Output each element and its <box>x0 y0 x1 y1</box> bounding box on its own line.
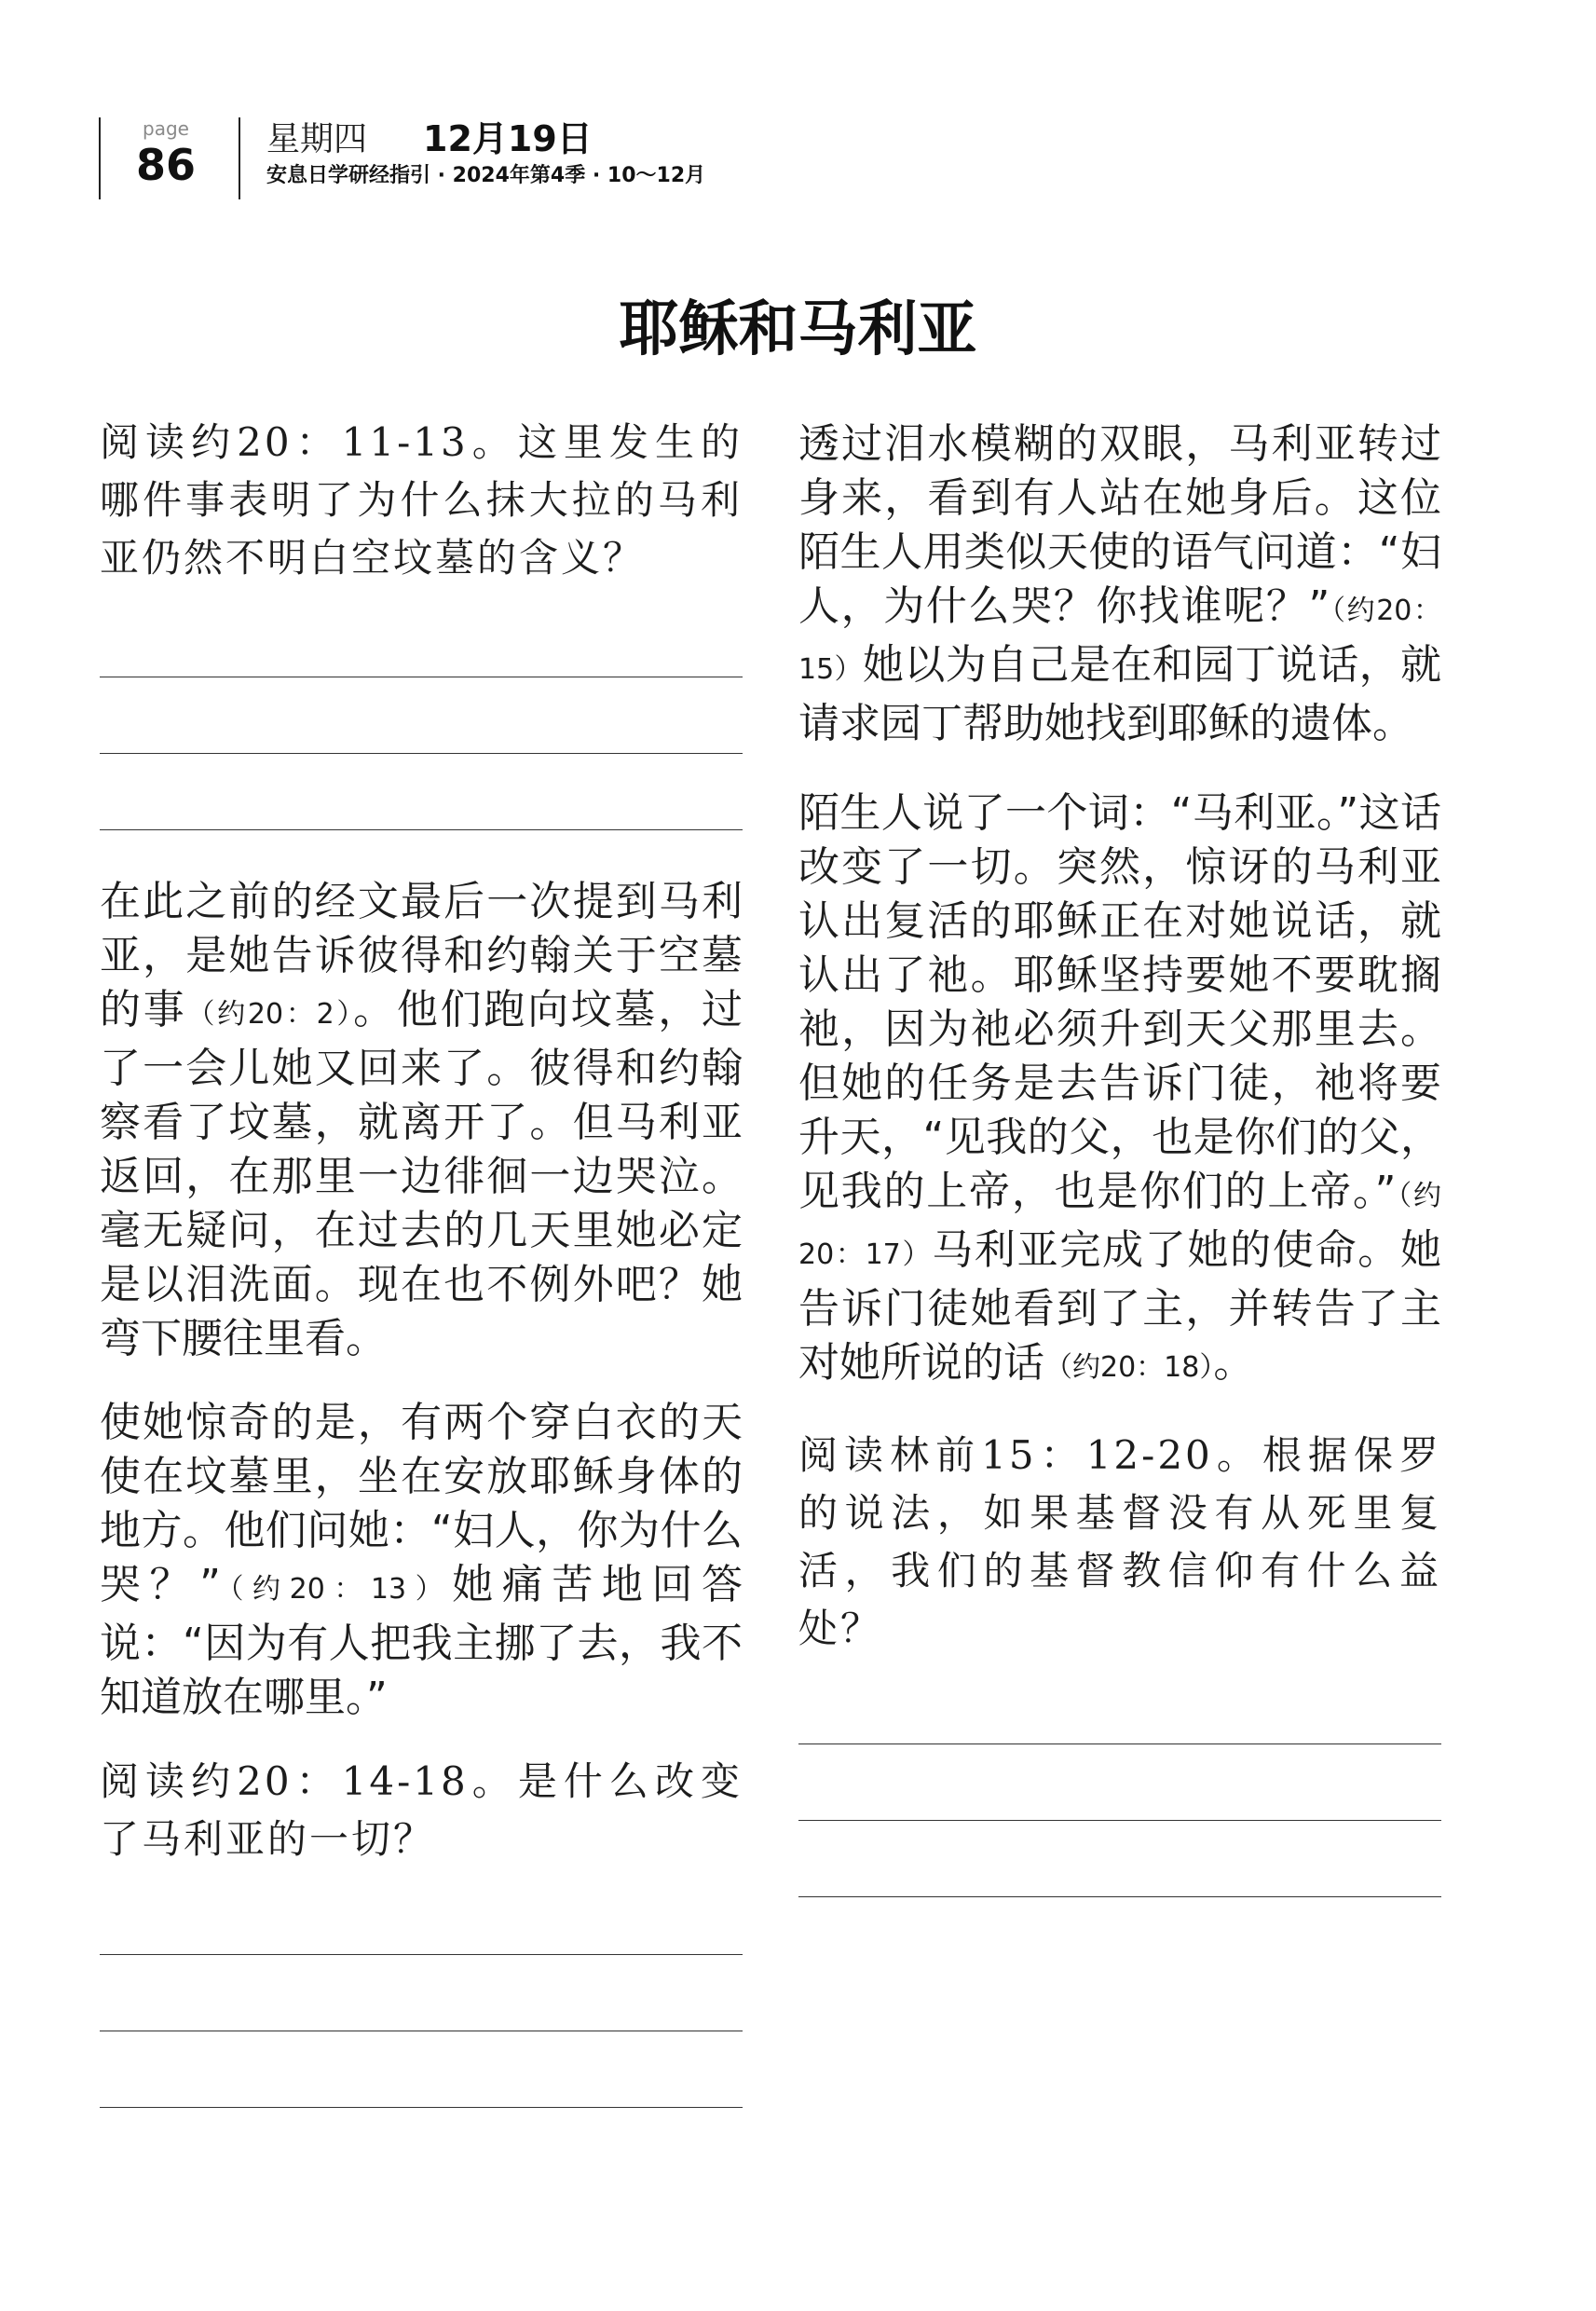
lesson-title: 耶稣和马利亚 <box>619 294 977 364</box>
scripture-reference: （约20：15） <box>798 595 1441 686</box>
answer-line[interactable] <box>100 829 743 830</box>
scripture-reference: （约20：2） <box>186 998 354 1031</box>
answer-lines-2[interactable] <box>100 1954 743 2108</box>
paragraph-4: 陌生人说了一个词：“马利亚。”这话改变了一切。突然，惊讶的马利亚认出复活的耶稣正在对她说话，就认出了祂。耶稣坚持要她不要耽搁祂，因为祂必须升到天父那里去。但她的任务是去告诉门徒，祂将要升天，“见我的父，也是你们的父，见我的上帝，也是你们的上帝。”（约20：17）马利亚完成了她的使命。她告诉门徒她看到了主，并转告了主对她所说的话（约20：18）。 <box>798 789 1442 1387</box>
left-column <box>100 414 743 2108</box>
header-divider-left <box>99 117 101 199</box>
paragraph-1: 在此之前的经文最后一次提到马利亚，是她告诉彼得和约翰关于空墓的事（约20：2）。他们跑向坟墓，过了一会儿她又回来了。彼得和约翰察看了坟墓，就离开了。但马利亚返回，在那里一边徘徊一边哭泣。毫无疑问，在过去的几天里她必定是以泪洗面。现在也不例外吧？她弯下腰往里看。 <box>100 878 743 1362</box>
answer-line[interactable] <box>100 2107 743 2108</box>
answer-line[interactable] <box>100 1954 743 1955</box>
header-divider-right <box>239 117 240 199</box>
answer-lines-1[interactable] <box>100 677 743 830</box>
weekday: 星期四 <box>266 120 368 158</box>
question-1: 阅读约20：11-13。这里发生的哪件事表明了为什么抹大拉的马利亚仍然不明白空坟墓的含义？ <box>100 419 743 581</box>
scripture-reference: （约20：18） <box>1044 1351 1214 1384</box>
page-number: 86 <box>135 140 196 190</box>
page-label: page <box>143 117 189 140</box>
answer-line[interactable] <box>100 753 743 754</box>
answer-line[interactable] <box>798 1896 1441 1897</box>
paragraph-3: 透过泪水模糊的双眼，马利亚转过身来，看到有人站在她身后。这位陌生人用类似天使的语气问道：“妇人，为什么哭？你找谁呢？”（约20：15）她以为自己是在和园丁说话，就请求园丁帮助她找到耶稣的遗体。 <box>798 420 1441 747</box>
scripture-reference: （约20：13） <box>220 1573 453 1606</box>
answer-line[interactable] <box>798 1820 1441 1821</box>
right-column <box>798 414 1441 1897</box>
paragraph-2: 使她惊奇的是，有两个穿白衣的天使在坟墓里，坐在安放耶稣身体的地方。他们问她：“妇人，你为什么哭？”（约20：13）她痛苦地回答说：“因为有人把我主挪了去，我不知道放在哪里。” <box>100 1399 743 1721</box>
publication-subtitle: 安息日学研经指引 · 2024年第4季 · 10～12月 <box>266 164 706 187</box>
scripture-reference: （约20：17） <box>798 1180 1442 1271</box>
question-2: 阅读约20：14-18。是什么改变了马利亚的一切？ <box>100 1758 743 1862</box>
question-3: 阅读林前15：12-20。根据保罗的说法，如果基督没有从死里复活，我们的基督教信仰有什么益处？ <box>798 1432 1441 1651</box>
date: 12月19日 <box>423 118 593 159</box>
answer-lines-3[interactable] <box>798 1744 1441 1897</box>
